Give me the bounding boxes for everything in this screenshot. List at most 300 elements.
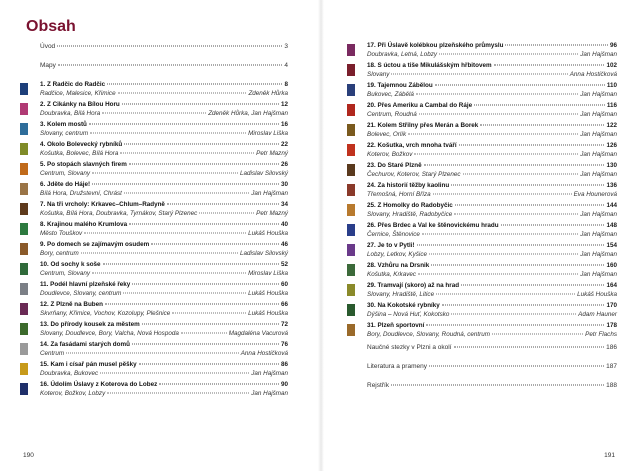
chapter-text xyxy=(367,142,617,159)
chapter-meta-line xyxy=(40,370,288,379)
chapter-meta-line xyxy=(40,390,288,399)
chapter-author: Jan Hajšman xyxy=(251,369,288,377)
toc-chapter-entry[interactable] xyxy=(20,181,288,201)
dot-leader xyxy=(429,366,604,367)
toc-chapter-entry[interactable] xyxy=(20,81,288,101)
chapter-places: Čechurov, Koterov, Starý Plzenec xyxy=(367,170,461,178)
toc-chapter-entry[interactable] xyxy=(347,162,617,182)
chapter-title-line xyxy=(40,161,288,170)
chapter-title-line xyxy=(40,121,288,130)
chapter-text xyxy=(40,321,288,338)
entry-title: Úvod xyxy=(40,43,56,50)
chapter-color-swatch xyxy=(20,83,28,95)
chapter-title-line xyxy=(40,181,288,190)
dot-leader xyxy=(118,92,247,93)
dot-leader xyxy=(417,245,605,246)
chapter-text xyxy=(40,221,288,238)
dot-leader xyxy=(172,312,246,313)
chapter-text xyxy=(367,242,617,259)
entry-line xyxy=(40,43,288,52)
toc-entry[interactable] xyxy=(20,62,288,81)
chapter-color-swatch xyxy=(347,204,355,216)
chapter-places: Město Touškov xyxy=(40,229,83,237)
chapter-color-swatch xyxy=(20,363,28,375)
chapter-places: Bory, Doudlevce, Slovany, Roudná, centrum xyxy=(367,330,490,338)
toc-entry[interactable] xyxy=(347,363,617,382)
chapter-title: 2. Z Cikánky na Bílou Horu xyxy=(40,101,120,108)
chapter-title-line xyxy=(367,102,617,111)
chapter-title-line xyxy=(40,341,288,350)
toc-right xyxy=(347,42,617,399)
chapter-title: 17. Při Úslavě kolébkou plzeňského průmyslu xyxy=(367,42,504,49)
chapter-title: 28. Vzhůru na Drsnik xyxy=(367,262,430,269)
chapter-title: 11. Podél hlavní plzeňské řeky xyxy=(40,281,131,288)
toc-chapter-entry[interactable] xyxy=(20,321,288,341)
chapter-places: Koterov, Božkov, Lobzy xyxy=(40,389,106,397)
dot-leader xyxy=(129,224,279,225)
chapter-page: 116 xyxy=(606,102,617,109)
entry-text xyxy=(367,363,617,372)
chapter-title-line xyxy=(367,282,617,291)
chapter-text xyxy=(367,302,617,319)
chapter-title-line xyxy=(40,321,288,330)
chapter-meta-line xyxy=(367,171,617,180)
dot-leader xyxy=(455,205,605,206)
chapter-color-swatch xyxy=(347,124,355,136)
toc-chapter-entry[interactable] xyxy=(347,302,617,322)
entry-line xyxy=(367,382,617,391)
chapter-author: Jan Hajšman xyxy=(580,50,617,58)
toc-chapter-entry[interactable] xyxy=(20,241,288,261)
chapter-meta-line xyxy=(367,71,617,80)
entry-page: 186 xyxy=(606,344,617,351)
dot-leader xyxy=(494,65,605,66)
chapter-author: Jan Hajšman xyxy=(580,90,617,98)
chapter-title-line xyxy=(367,242,617,251)
chapter-title: 22. Košutka, vrch mnoha tváří xyxy=(367,142,457,149)
chapter-places: Slovany, Hradiště, Litice xyxy=(367,290,435,298)
chapter-places: Černice, Štěnovice xyxy=(367,230,420,238)
right-page xyxy=(321,0,642,471)
chapter-color-swatch xyxy=(20,203,28,215)
chapter-places: Centrum, Slovany xyxy=(40,169,91,177)
chapter-page: 46 xyxy=(280,241,288,248)
chapter-title-line xyxy=(40,301,288,310)
chapter-places: Doubravka, Letná, Lobzy xyxy=(367,50,438,58)
chapter-color-swatch xyxy=(20,103,28,115)
entry-line xyxy=(40,62,288,71)
chapter-text xyxy=(40,281,288,298)
entry-line xyxy=(367,363,617,372)
chapter-meta-line xyxy=(367,111,617,120)
dot-leader xyxy=(167,204,279,205)
chapter-title-line xyxy=(367,142,617,151)
chapter-author: Zdeněk Hůrka, Jan Hajšman xyxy=(208,109,288,117)
chapter-color-swatch xyxy=(20,343,28,355)
dot-leader xyxy=(92,184,279,185)
dot-leader xyxy=(100,372,249,373)
toc-chapter-entry[interactable] xyxy=(347,242,617,262)
dot-leader xyxy=(429,253,578,254)
chapter-places: Bílá Hora, Družstevní, Chrást xyxy=(40,189,122,197)
entry-title: Rejstřík xyxy=(367,382,390,389)
chapter-places: Doudlevce, Slovany, centrum xyxy=(40,289,122,297)
toc-chapter-entry[interactable] xyxy=(20,261,288,281)
chapter-page: 40 xyxy=(280,221,288,228)
dot-leader xyxy=(451,185,604,186)
chapter-places: Košutka, Krkavec xyxy=(367,270,416,278)
dot-leader xyxy=(424,165,605,166)
entry-page: 4 xyxy=(284,62,288,69)
dot-leader xyxy=(461,285,604,286)
chapter-text xyxy=(367,282,617,299)
chapter-text xyxy=(40,381,288,398)
chapter-places: Centrum, Slovany xyxy=(40,269,91,277)
chapter-meta-line xyxy=(367,51,617,60)
chapter-color-swatch xyxy=(20,243,28,255)
toc-entry[interactable] xyxy=(347,382,617,399)
entry-line xyxy=(367,344,617,353)
toc-chapter-entry[interactable] xyxy=(347,102,617,122)
dot-leader xyxy=(124,144,279,145)
chapter-author: Jan Hajšman xyxy=(580,270,617,278)
chapter-page: 164 xyxy=(606,282,617,289)
chapter-page: 130 xyxy=(606,162,617,169)
chapter-page: 22 xyxy=(280,141,288,148)
chapter-places: Lobzy, Letkov, Kyšice xyxy=(367,250,427,258)
chapter-page: 52 xyxy=(280,261,288,268)
dot-leader xyxy=(463,173,579,174)
chapter-title: 10. Od sochy k soše xyxy=(40,261,101,268)
chapter-title: 6. Jděte do Háje! xyxy=(40,181,91,188)
dot-leader xyxy=(439,53,578,54)
chapter-meta-line xyxy=(40,270,288,279)
dot-leader xyxy=(151,244,279,245)
chapter-title: 3. Kolem mostů xyxy=(40,121,87,128)
chapter-page: 60 xyxy=(280,281,288,288)
dot-leader xyxy=(414,153,578,154)
toc-left xyxy=(20,43,288,401)
dot-leader xyxy=(436,293,575,294)
dot-leader xyxy=(199,212,254,213)
chapter-author: Jan Hajšman xyxy=(580,170,617,178)
toc-chapter-entry[interactable] xyxy=(20,141,288,161)
chapter-title-line xyxy=(40,101,288,110)
chapter-color-swatch xyxy=(20,223,28,235)
dot-leader xyxy=(391,385,604,386)
chapter-title-line xyxy=(367,182,617,191)
chapter-places: Slovany, Doudlevce, Bory, Valcha, Nová Hospoda xyxy=(40,329,179,337)
chapter-meta-line xyxy=(367,131,617,140)
chapter-color-swatch xyxy=(347,84,355,96)
entry-title: Literatura a prameny xyxy=(367,363,427,370)
dot-leader xyxy=(107,84,282,85)
chapter-color-swatch xyxy=(20,383,28,395)
chapter-author: Magdaléna Vacurová xyxy=(228,329,288,337)
chapter-author: Lukáš Houška xyxy=(248,309,288,317)
dot-leader xyxy=(419,113,579,114)
chapter-title-line xyxy=(40,81,288,90)
chapter-author: Jan Hajšman xyxy=(580,230,617,238)
chapter-author: Lukáš Houška xyxy=(248,229,288,237)
chapter-title: 26. Přes Brdec a Val ke štěnovickému hradu xyxy=(367,222,499,229)
dot-leader xyxy=(90,132,246,133)
chapter-author: Jan Hajšman xyxy=(251,189,288,197)
chapter-text xyxy=(367,262,617,279)
dot-leader xyxy=(84,232,246,233)
chapter-author: Petr Flachs xyxy=(585,330,617,338)
chapter-title: 5. Po stopách slavných firem xyxy=(40,161,127,168)
toc-chapter-entry[interactable] xyxy=(347,42,617,62)
chapter-page: 102 xyxy=(606,62,617,69)
toc-chapter-entry[interactable] xyxy=(347,262,617,282)
chapter-places: Bukovec, Zábělá xyxy=(367,90,414,98)
chapter-title: 9. Po domech se zajímavým osudem xyxy=(40,241,150,248)
chapter-title: 21. Kolem Střilny přes Merán a Borek xyxy=(367,122,479,129)
chapter-author: Jan Hajšman xyxy=(580,150,617,158)
toc-entry[interactable] xyxy=(347,344,617,363)
chapter-text xyxy=(367,222,617,239)
chapter-title-line xyxy=(367,302,617,311)
dot-leader xyxy=(408,133,578,134)
chapter-page: 170 xyxy=(606,302,617,309)
dot-leader xyxy=(123,292,246,293)
chapter-places: Radčice, Malesice, Křimice xyxy=(40,89,116,97)
chapter-title: 20. Přes Ameriku a Cambal do Ráje xyxy=(367,102,473,109)
chapter-places: Koterov, Božkov xyxy=(367,150,413,158)
chapter-meta-line xyxy=(40,350,288,359)
chapter-meta-line xyxy=(367,251,617,260)
chapter-title-line xyxy=(40,201,288,210)
chapter-page: 178 xyxy=(606,322,617,329)
chapter-places: Košutka, Bolevec, Bílá Hora xyxy=(40,149,119,157)
toc-chapter-entry[interactable] xyxy=(20,381,288,401)
dot-leader xyxy=(58,65,282,66)
chapter-color-swatch xyxy=(347,284,355,296)
dot-leader xyxy=(105,304,279,305)
toc-chapter-entry[interactable] xyxy=(347,62,617,82)
chapter-color-swatch xyxy=(347,244,355,256)
chapter-title-line xyxy=(367,322,617,331)
chapter-title-line xyxy=(367,202,617,211)
chapter-author: Anna Hostičková xyxy=(240,349,288,357)
toc-chapter-entry[interactable] xyxy=(347,202,617,222)
page-title: Obsah xyxy=(26,18,76,35)
chapter-title: 13. Do přírody kousek za městem xyxy=(40,321,140,328)
chapter-author: Lukáš Houška xyxy=(577,290,617,298)
chapter-title-line xyxy=(367,162,617,171)
chapter-author: Eva Hounerová xyxy=(573,190,617,198)
toc-chapter-entry[interactable] xyxy=(20,301,288,321)
entry-text xyxy=(367,382,617,391)
chapter-author: Adam Hauner xyxy=(578,310,617,318)
chapter-title: 4. Okolo Bolevecký rybníků xyxy=(40,141,123,148)
chapter-meta-line xyxy=(40,110,288,119)
dot-leader xyxy=(129,164,279,165)
dot-leader xyxy=(132,344,279,345)
entry-text xyxy=(367,344,617,353)
dot-leader xyxy=(422,233,578,234)
chapter-text xyxy=(367,182,617,199)
chapter-meta-line xyxy=(367,151,617,160)
chapter-title: 23. Do Staré Plzně xyxy=(367,162,422,169)
chapter-title: 8. Krajinou malého Krumlova xyxy=(40,221,128,228)
dot-leader xyxy=(474,105,605,106)
toc-chapter-entry[interactable] xyxy=(20,101,288,121)
chapter-text xyxy=(367,322,617,339)
toc-chapter-entry[interactable] xyxy=(347,82,617,102)
entry-page: 187 xyxy=(606,363,617,370)
chapter-author: Ladislav Silovský xyxy=(240,249,288,257)
dot-leader xyxy=(81,252,238,253)
toc-chapter-entry[interactable] xyxy=(20,121,288,141)
chapter-text xyxy=(40,261,288,278)
chapter-page: 66 xyxy=(280,301,288,308)
chapter-text xyxy=(40,301,288,318)
dot-leader xyxy=(142,324,279,325)
chapter-title: 31. Plzeň sportovní xyxy=(367,322,425,329)
chapter-color-swatch xyxy=(20,123,28,135)
chapter-title-line xyxy=(40,361,288,370)
chapter-meta-line xyxy=(40,250,288,259)
dot-leader xyxy=(501,225,605,226)
entry-text xyxy=(40,43,288,52)
chapter-page: 136 xyxy=(606,182,617,189)
chapter-text xyxy=(40,201,288,218)
chapter-title: 12. Z Plzně na Buben xyxy=(40,301,103,308)
chapter-meta-line xyxy=(367,231,617,240)
chapter-title: 25. Z Homolky do Radobyčic xyxy=(367,202,453,209)
chapter-places: Centrum xyxy=(40,349,65,357)
chapter-page: 160 xyxy=(606,262,617,269)
chapter-meta-line xyxy=(40,330,288,339)
chapter-color-swatch xyxy=(347,64,355,76)
dot-leader xyxy=(442,305,605,306)
chapter-author: Jan Hajšman xyxy=(580,210,617,218)
chapter-author: Petr Mazný xyxy=(256,209,288,217)
chapter-title: 1. Z Radčic do Radčic xyxy=(40,81,106,88)
dot-leader xyxy=(103,264,279,265)
entry-page: 188 xyxy=(606,382,617,389)
chapter-meta-line xyxy=(367,91,617,100)
chapter-title-line xyxy=(40,281,288,290)
chapter-title-line xyxy=(367,42,617,51)
chapter-places: Centrum, Roudná xyxy=(367,110,417,118)
dot-leader xyxy=(391,73,567,74)
chapter-color-swatch xyxy=(20,283,28,295)
toc-chapter-entry[interactable] xyxy=(347,222,617,242)
toc-chapter-entry[interactable] xyxy=(20,341,288,361)
chapter-title-line xyxy=(367,222,617,231)
dot-leader xyxy=(92,272,246,273)
toc-chapter-entry[interactable] xyxy=(347,142,617,162)
chapter-title: 14. Za fasádami starých domů xyxy=(40,341,130,348)
chapter-title-line xyxy=(367,122,617,131)
toc-entry[interactable] xyxy=(20,43,288,62)
chapter-text xyxy=(40,181,288,198)
chapter-title-line xyxy=(40,241,288,250)
chapter-meta-line xyxy=(40,150,288,159)
chapter-places: Košutka, Bílá Hora, Doubravka, Tyrnákov, Starý Plzenec xyxy=(40,209,198,217)
entry-page: 3 xyxy=(284,43,288,50)
chapter-page: 148 xyxy=(606,222,617,229)
chapter-meta-line xyxy=(367,211,617,220)
chapter-color-swatch xyxy=(347,324,355,336)
chapter-title: 27. Je to v Pytli! xyxy=(367,242,415,249)
dot-leader xyxy=(120,152,254,153)
chapter-meta-line xyxy=(367,191,617,200)
chapter-title-line xyxy=(40,141,288,150)
chapter-page: 16 xyxy=(280,121,288,128)
dot-leader xyxy=(426,325,604,326)
page-number-left: 190 xyxy=(23,452,34,459)
chapter-color-swatch xyxy=(20,323,28,335)
chapter-places: Bolevec, Orlík xyxy=(367,130,407,138)
toc-chapter-entry[interactable] xyxy=(347,322,617,344)
chapter-page: 110 xyxy=(606,82,617,89)
toc-chapter-entry[interactable] xyxy=(20,281,288,301)
toc-chapter-entry[interactable] xyxy=(20,221,288,241)
chapter-page: 72 xyxy=(280,321,288,328)
chapter-places: Slovany, Hradiště, Radobyčice xyxy=(367,210,453,218)
chapter-color-swatch xyxy=(347,164,355,176)
toc-chapter-entry[interactable] xyxy=(347,282,617,302)
chapter-page: 122 xyxy=(606,122,617,129)
dot-leader xyxy=(431,265,604,266)
chapter-places: Slovany, centrum xyxy=(40,129,89,137)
toc-chapter-entry[interactable] xyxy=(20,361,288,381)
dot-leader xyxy=(459,145,605,146)
chapter-page: 26 xyxy=(280,161,288,168)
chapter-page: 144 xyxy=(606,202,617,209)
chapter-author: Lukáš Houška xyxy=(248,289,288,297)
chapter-title: 29. Tramvají (skoro) až na hrad xyxy=(367,282,460,289)
chapter-author: Jan Hajšman xyxy=(580,130,617,138)
toc-chapter-entry[interactable] xyxy=(347,122,617,142)
chapter-text xyxy=(40,361,288,378)
dot-leader xyxy=(124,192,249,193)
chapter-author: Miroslav Liška xyxy=(248,129,288,137)
chapter-meta-line xyxy=(40,190,288,199)
chapter-places: Skvrňany, Křimice, Vochov, Kozolupy, Plešnice xyxy=(40,309,171,317)
chapter-text xyxy=(367,162,617,179)
chapter-page: 34 xyxy=(280,201,288,208)
entry-title: Naučné stezky v Plzni a okolí xyxy=(367,344,452,351)
toc-chapter-entry[interactable] xyxy=(347,182,617,202)
dot-leader xyxy=(492,333,583,334)
chapter-text xyxy=(40,81,288,98)
chapter-title: 30. Na Kokotské rybníky xyxy=(367,302,440,309)
chapter-color-swatch xyxy=(20,143,28,155)
chapter-meta-line xyxy=(40,310,288,319)
dot-leader xyxy=(181,332,227,333)
dot-leader xyxy=(92,172,238,173)
toc-chapter-entry[interactable] xyxy=(20,161,288,181)
toc-chapter-entry[interactable] xyxy=(20,201,288,221)
page-number-right: 191 xyxy=(604,452,615,459)
chapter-text xyxy=(40,241,288,258)
dot-leader xyxy=(435,85,605,86)
chapter-title: 24. Za historií těžby kaolinu xyxy=(367,182,450,189)
chapter-text xyxy=(367,42,617,59)
chapter-meta-line xyxy=(40,130,288,139)
chapter-color-swatch xyxy=(20,263,28,275)
chapter-color-swatch xyxy=(347,304,355,316)
chapter-color-swatch xyxy=(347,104,355,116)
chapter-text xyxy=(367,62,617,79)
chapter-page: 126 xyxy=(606,142,617,149)
chapter-page: 30 xyxy=(280,181,288,188)
